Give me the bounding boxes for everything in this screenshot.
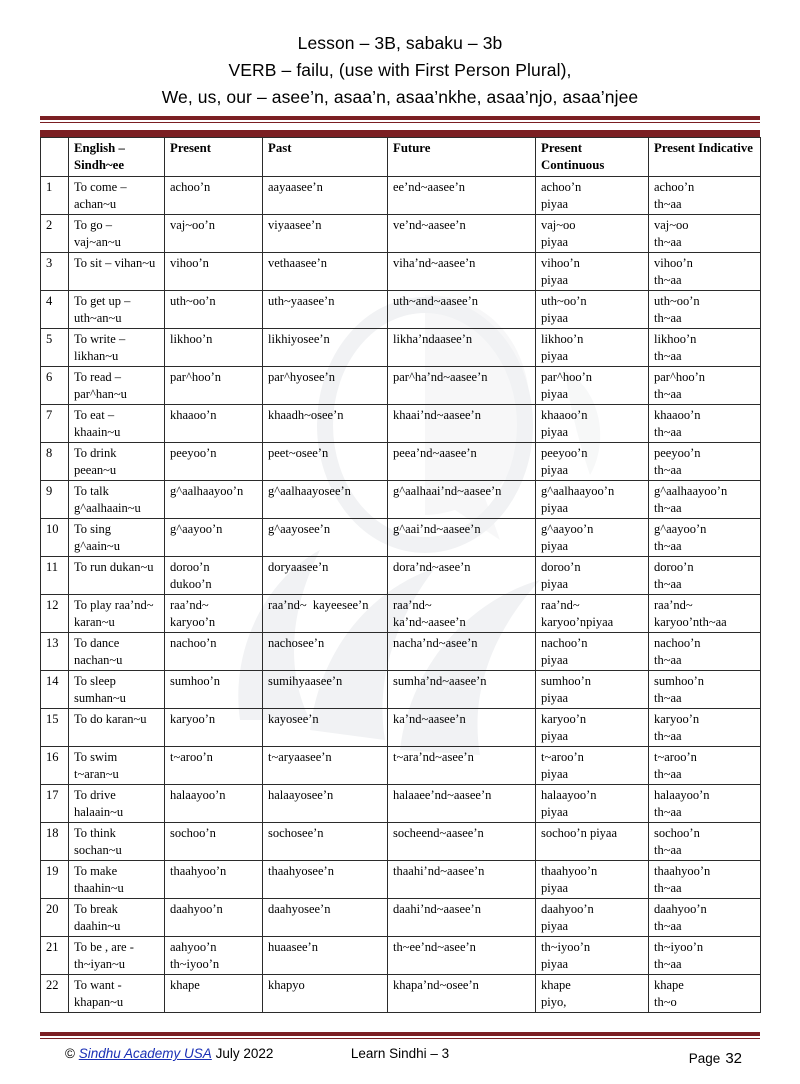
cell-english: To swim t~aran~u: [69, 747, 165, 785]
cell-present-indicative: thaahyoo’n th~aa: [649, 861, 761, 899]
cell-present: vaj~oo’n: [165, 215, 263, 253]
table-row: [41, 253, 761, 291]
cell-present-continuous: th~iyoo’n piyaa: [536, 937, 649, 975]
cell-present-continuous: par^hoo’n piyaa: [536, 367, 649, 405]
cell-present-continuous: sochoo’n piyaa: [536, 823, 649, 861]
cell-future: socheend~aasee’n: [388, 823, 536, 861]
cell-present-continuous: uth~oo’n piyaa: [536, 291, 649, 329]
cell-present-continuous: raa’nd~ karyoo’npiyaa: [536, 595, 649, 633]
cell-present-indicative: vaj~oo th~aa: [649, 215, 761, 253]
cell-future: t~ara’nd~asee’n: [388, 747, 536, 785]
cell-present-indicative: sumhoo’n th~aa: [649, 671, 761, 709]
row-index: 7: [41, 405, 69, 443]
table-row: [41, 595, 761, 633]
page-footer: [40, 1044, 760, 1074]
cell-present-indicative: nachoo’n th~aa: [649, 633, 761, 671]
cell-present-indicative: likhoo’n th~aa: [649, 329, 761, 367]
cell-english: To read – par^han~u: [69, 367, 165, 405]
cell-future: thaahi’nd~aasee’n: [388, 861, 536, 899]
table-row: [41, 557, 761, 595]
copyright-symbol: ©: [65, 1046, 75, 1061]
cell-present-indicative: khape th~o: [649, 975, 761, 1013]
cell-past: peet~osee’n: [263, 443, 388, 481]
cell-present-continuous: halaayoo’n piyaa: [536, 785, 649, 823]
page-label: Page: [688, 1051, 721, 1066]
title-divider: [40, 116, 760, 121]
cell-present: daahyoo’n: [165, 899, 263, 937]
cell-present-indicative: halaayoo’n th~aa: [649, 785, 761, 823]
cell-present: khaaoo’n: [165, 405, 263, 443]
cell-present: sumhoo’n: [165, 671, 263, 709]
cell-present: achoo’n: [165, 177, 263, 215]
cell-present-continuous: thaahyoo’n piyaa: [536, 861, 649, 899]
table-row: [41, 899, 761, 937]
cell-past: aayaasee’n: [263, 177, 388, 215]
cell-past: daahyosee’n: [263, 899, 388, 937]
row-index: 15: [41, 709, 69, 747]
cell-present: par^hoo’n: [165, 367, 263, 405]
row-index: 17: [41, 785, 69, 823]
cell-present-indicative: par^hoo’n th~aa: [649, 367, 761, 405]
cell-english: To go – vaj~an~u: [69, 215, 165, 253]
footer-page: [689, 1050, 742, 1067]
cell-present-continuous: khaaoo’n piyaa: [536, 405, 649, 443]
title-divider-thin: [40, 122, 760, 123]
cell-past: doryaasee’n: [263, 557, 388, 595]
cell-past: uth~yaasee’n: [263, 291, 388, 329]
page-number: 32: [725, 1050, 742, 1067]
cell-present-continuous: daahyoo’n piyaa: [536, 899, 649, 937]
cell-english: To get up – uth~an~u: [69, 291, 165, 329]
table-row: [41, 481, 761, 519]
cell-future: g^aalhaai’nd~aasee’n: [388, 481, 536, 519]
cell-present-indicative: vihoo’n th~aa: [649, 253, 761, 291]
cell-english: To run dukan~u: [69, 557, 165, 595]
cell-future: ee’nd~aasee’n: [388, 177, 536, 215]
table-row: [41, 747, 761, 785]
table-row: [41, 937, 761, 975]
cell-past: khaadh~osee’n: [263, 405, 388, 443]
row-index: 12: [41, 595, 69, 633]
header-line-lesson: Lesson – 3B, sabaku – 3b: [297, 33, 503, 53]
cell-english: To write – likhan~u: [69, 329, 165, 367]
cell-present: vihoo’n: [165, 253, 263, 291]
cell-present: raa’nd~ karyoo’n: [165, 595, 263, 633]
document-header: [0, 0, 800, 111]
row-index: 8: [41, 443, 69, 481]
cell-present: aahyoo’n th~iyoo’n: [165, 937, 263, 975]
cell-present-continuous: g^aayoo’n piyaa: [536, 519, 649, 557]
cell-present-continuous: nachoo’n piyaa: [536, 633, 649, 671]
row-index: 21: [41, 937, 69, 975]
cell-present: uth~oo’n: [165, 291, 263, 329]
cell-past: g^aalhaayosee’n: [263, 481, 388, 519]
table-row: [41, 709, 761, 747]
table-row: [41, 215, 761, 253]
cell-past: kayosee’n: [263, 709, 388, 747]
row-index: 11: [41, 557, 69, 595]
column-header-present-indicative: Present Indicative: [649, 138, 761, 177]
row-index: 4: [41, 291, 69, 329]
cell-present-indicative: doroo’n th~aa: [649, 557, 761, 595]
cell-present-indicative: daahyoo’n th~aa: [649, 899, 761, 937]
table-row: [41, 975, 761, 1013]
table-row: [41, 785, 761, 823]
cell-present-indicative: t~aroo’n th~aa: [649, 747, 761, 785]
row-index: 1: [41, 177, 69, 215]
cell-past: likhiyosee’n: [263, 329, 388, 367]
cell-present-continuous: vaj~oo piyaa: [536, 215, 649, 253]
table-row: [41, 519, 761, 557]
cell-past: huaasee’n: [263, 937, 388, 975]
cell-present-continuous: achoo’n piyaa: [536, 177, 649, 215]
cell-future: ve’nd~aasee’n: [388, 215, 536, 253]
cell-future: khapa’nd~osee’n: [388, 975, 536, 1013]
table-top-band: [40, 130, 760, 137]
table-row: [41, 367, 761, 405]
cell-present: halaayoo’n: [165, 785, 263, 823]
cell-present: khape: [165, 975, 263, 1013]
table-header-row: [41, 138, 761, 177]
cell-present: peeyoo’n: [165, 443, 263, 481]
cell-english: To talk g^aalhaain~u: [69, 481, 165, 519]
column-header-past: Past: [263, 138, 388, 177]
table-row: [41, 291, 761, 329]
cell-present-indicative: uth~oo’n th~aa: [649, 291, 761, 329]
table-row: [41, 177, 761, 215]
cell-past: g^aayosee’n: [263, 519, 388, 557]
cell-present-continuous: karyoo’n piyaa: [536, 709, 649, 747]
cell-future: sumha’nd~aasee’n: [388, 671, 536, 709]
cell-present-continuous: peeyoo’n piyaa: [536, 443, 649, 481]
cell-future: par^ha’nd~aasee’n: [388, 367, 536, 405]
row-index: 14: [41, 671, 69, 709]
cell-future: likha’ndaasee’n: [388, 329, 536, 367]
cell-present-indicative: achoo’n th~aa: [649, 177, 761, 215]
cell-english: To drive halaain~u: [69, 785, 165, 823]
row-index: 19: [41, 861, 69, 899]
row-index: 10: [41, 519, 69, 557]
cell-present-indicative: raa’nd~ karyoo’nth~aa: [649, 595, 761, 633]
cell-english: To think sochan~u: [69, 823, 165, 861]
cell-past: sochosee’n: [263, 823, 388, 861]
row-index: 16: [41, 747, 69, 785]
cell-future: daahi’nd~aasee’n: [388, 899, 536, 937]
footer-date: July 2022: [215, 1046, 274, 1061]
conjugation-table-body: [41, 177, 761, 1013]
cell-english: To do karan~u: [69, 709, 165, 747]
cell-present-indicative: sochoo’n th~aa: [649, 823, 761, 861]
footer-center-title: Learn Sindhi – 3: [350, 1046, 450, 1061]
cell-present: t~aroo’n: [165, 747, 263, 785]
cell-present-continuous: t~aroo’n piyaa: [536, 747, 649, 785]
header-line-verb: VERB – failu, (use with First Person Plural),: [228, 60, 572, 81]
conjugation-table: [40, 137, 761, 1013]
cell-future: uth~and~aasee’n: [388, 291, 536, 329]
cell-english: To be , are - th~iyan~u: [69, 937, 165, 975]
conjugation-table-wrap: [40, 130, 760, 1013]
cell-present: nachoo’n: [165, 633, 263, 671]
cell-present: karyoo’n: [165, 709, 263, 747]
cell-present: g^aayoo’n: [165, 519, 263, 557]
cell-english: To sit – vihan~u: [69, 253, 165, 291]
cell-present-indicative: th~iyoo’n th~aa: [649, 937, 761, 975]
cell-future: ka’nd~aasee’n: [388, 709, 536, 747]
column-header-present: Present: [165, 138, 263, 177]
column-header-english: English – Sindh~ee: [69, 138, 165, 177]
row-index: 2: [41, 215, 69, 253]
cell-present: g^aalhaayoo’n: [165, 481, 263, 519]
cell-english: To sing g^aain~u: [69, 519, 165, 557]
cell-future: viha’nd~aasee’n: [388, 253, 536, 291]
cell-past: khapyo: [263, 975, 388, 1013]
cell-present-indicative: peeyoo’n th~aa: [649, 443, 761, 481]
row-index: 5: [41, 329, 69, 367]
cell-future: khaai’nd~aasee’n: [388, 405, 536, 443]
cell-english: To play raa’nd~ karan~u: [69, 595, 165, 633]
cell-present-continuous: sumhoo’n piyaa: [536, 671, 649, 709]
cell-present: doroo’n dukoo’n: [165, 557, 263, 595]
cell-present: likhoo’n: [165, 329, 263, 367]
table-row: [41, 633, 761, 671]
cell-english: To drink peean~u: [69, 443, 165, 481]
cell-future: nacha’nd~asee’n: [388, 633, 536, 671]
footer-divider: [40, 1032, 760, 1036]
row-index: 22: [41, 975, 69, 1013]
cell-present-continuous: khape piyo,: [536, 975, 649, 1013]
cell-future: th~ee’nd~asee’n: [388, 937, 536, 975]
column-header-future: Future: [388, 138, 536, 177]
cell-english: To make thaahin~u: [69, 861, 165, 899]
cell-past: vethaasee’n: [263, 253, 388, 291]
row-index: 3: [41, 253, 69, 291]
row-index: 13: [41, 633, 69, 671]
row-index: 6: [41, 367, 69, 405]
cell-english: To sleep sumhan~u: [69, 671, 165, 709]
cell-english: To break daahin~u: [69, 899, 165, 937]
cell-present-continuous: vihoo’n piyaa: [536, 253, 649, 291]
row-index: 9: [41, 481, 69, 519]
cell-english: To want - khapan~u: [69, 975, 165, 1013]
footer-divider-thin: [40, 1038, 760, 1039]
row-index: 20: [41, 899, 69, 937]
cell-past: sumihyaasee’n: [263, 671, 388, 709]
cell-future: peea’nd~aasee’n: [388, 443, 536, 481]
cell-present-continuous: doroo’n piyaa: [536, 557, 649, 595]
row-index: 18: [41, 823, 69, 861]
cell-present-continuous: g^aalhaayoo’n piyaa: [536, 481, 649, 519]
table-row: [41, 405, 761, 443]
cell-present-indicative: g^aalhaayoo’n th~aa: [649, 481, 761, 519]
column-header-index: [41, 138, 69, 177]
cell-past: par^hyosee’n: [263, 367, 388, 405]
cell-english: To come – achan~u: [69, 177, 165, 215]
cell-english: To dance nachan~u: [69, 633, 165, 671]
table-row: [41, 671, 761, 709]
sindhu-academy-link[interactable]: Sindhu Academy USA: [78, 1046, 212, 1061]
cell-past: viyaasee’n: [263, 215, 388, 253]
column-header-present-continuous: Present Continuous: [536, 138, 649, 177]
cell-future: dora’nd~asee’n: [388, 557, 536, 595]
table-row: [41, 823, 761, 861]
cell-present: thaahyoo’n: [165, 861, 263, 899]
cell-past: raa’nd~ kayeesee’n: [263, 595, 388, 633]
cell-english: To eat – khaain~u: [69, 405, 165, 443]
header-line-pronouns: We, us, our – asee’n, asaa’n, asaa’nkhe, asaa’njo, asaa’njee: [161, 87, 639, 108]
cell-present-indicative: khaaoo’n th~aa: [649, 405, 761, 443]
cell-past: thaahyosee’n: [263, 861, 388, 899]
cell-future: raa’nd~ ka’nd~aasee’n: [388, 595, 536, 633]
cell-present: sochoo’n: [165, 823, 263, 861]
cell-past: t~aryaasee’n: [263, 747, 388, 785]
table-row: [41, 329, 761, 367]
table-row: [41, 443, 761, 481]
cell-past: nachosee’n: [263, 633, 388, 671]
cell-future: halaaee’nd~aasee’n: [388, 785, 536, 823]
cell-future: g^aai’nd~aasee’n: [388, 519, 536, 557]
cell-present-indicative: karyoo’n th~aa: [649, 709, 761, 747]
cell-present-indicative: g^aayoo’n th~aa: [649, 519, 761, 557]
table-row: [41, 861, 761, 899]
cell-past: halaayosee’n: [263, 785, 388, 823]
cell-present-continuous: likhoo’n piyaa: [536, 329, 649, 367]
